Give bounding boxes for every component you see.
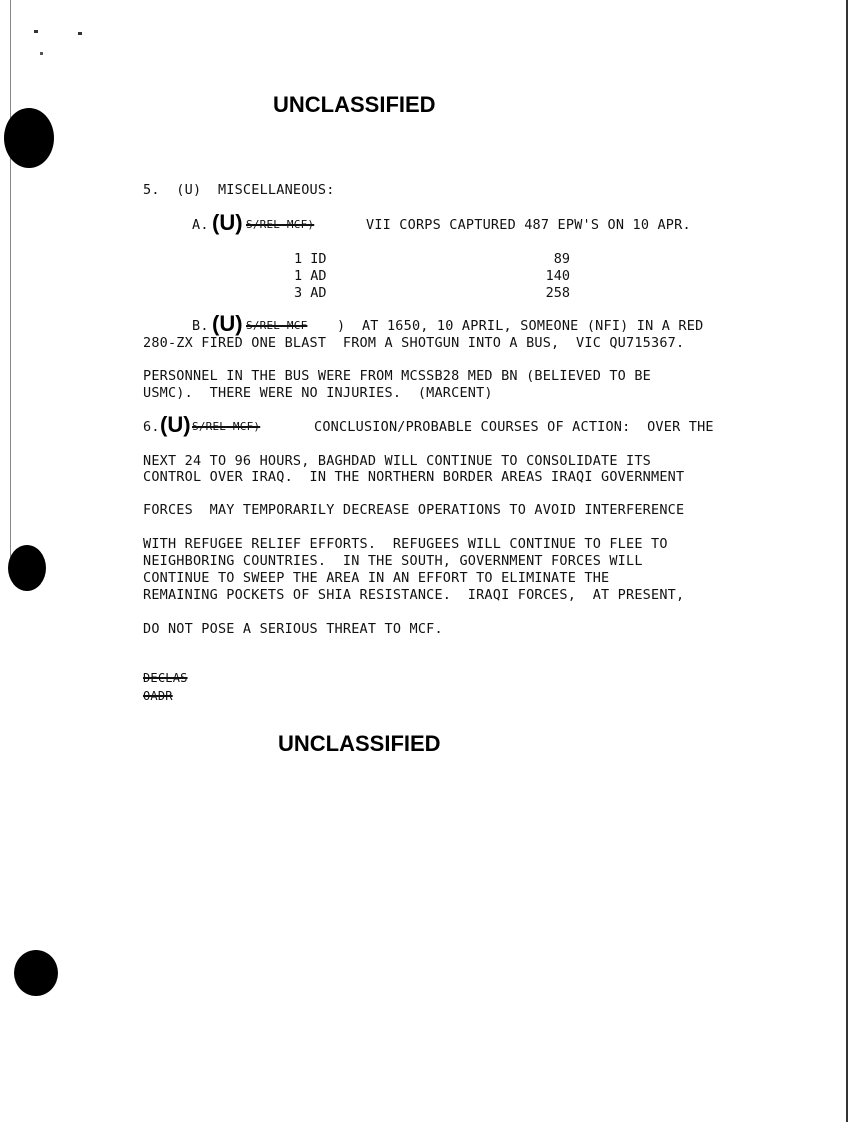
- section-6-prefix: 6.: [143, 419, 160, 435]
- right-page-edge: [846, 0, 848, 1122]
- table-row-count: [530, 285, 570, 301]
- table-row-count: [530, 268, 570, 284]
- section-6-line-8: REMAINING POCKETS OF SHIA RESISTANCE. IRAQI FORCES, AT PRESENT,: [143, 587, 685, 603]
- section-6-struck-marking: S/REL MCF): [192, 420, 261, 433]
- scan-speck: [40, 52, 43, 55]
- para-a-prefix: A.: [192, 217, 209, 233]
- para-a-text: VII CORPS CAPTURED 487 EPW'S ON 10 APR.: [366, 217, 691, 233]
- scan-speck: [34, 30, 38, 33]
- para-b-line-1: ) AT 1650, 10 APRIL, SOMEONE (NFI) IN A RED: [337, 318, 704, 334]
- scan-speck: [78, 32, 82, 35]
- punch-hole-top: [4, 108, 54, 168]
- punch-hole-middle: [8, 545, 46, 591]
- section-6-line-9: DO NOT POSE A SERIOUS THREAT TO MCF.: [143, 621, 443, 637]
- para-b-line-2: 280-ZX FIRED ONE BLAST FROM A SHOTGUN INTO A BUS, VIC QU715367.: [143, 335, 685, 351]
- section-6-line-5: WITH REFUGEE RELIEF EFFORTS. REFUGEES WILL CONTINUE TO FLEE TO: [143, 536, 668, 552]
- left-page-edge: [10, 0, 11, 560]
- classification-banner-top: UNCLASSIFIED: [273, 92, 436, 117]
- table-row: [294, 251, 327, 267]
- table-count: 140: [545, 268, 570, 284]
- section-6-line-1: CONCLUSION/PROBABLE COURSES OF ACTION: OVER THE: [314, 419, 714, 435]
- table-count: 89: [553, 251, 570, 267]
- table-count: 258: [545, 285, 570, 301]
- table-row: [294, 285, 327, 301]
- para-a-struck-marking: S/REL MCF): [246, 218, 315, 231]
- table-row-count: [540, 251, 570, 267]
- para-b-prefix: B.: [192, 318, 209, 334]
- classification-banner-bottom: UNCLASSIFIED: [278, 731, 441, 756]
- para-a-classification-mark: (U): [212, 210, 243, 235]
- section-6-line-2: NEXT 24 TO 96 HOURS, BAGHDAD WILL CONTINUE TO CONSOLIDATE ITS: [143, 453, 651, 469]
- oadr-marking: OADR: [143, 689, 173, 703]
- para-b-struck-marking: S/REL MCF: [246, 319, 308, 332]
- section-6-line-3: CONTROL OVER IRAQ. IN THE NORTHERN BORDER AREAS IRAQI GOVERNMENT: [143, 469, 685, 485]
- para-b-line-3: PERSONNEL IN THE BUS WERE FROM MCSSB28 MED BN (BELIEVED TO BE: [143, 368, 651, 384]
- section-6-line-7: CONTINUE TO SWEEP THE AREA IN AN EFFORT TO ELIMINATE THE: [143, 570, 610, 586]
- table-unit: 3 AD: [294, 285, 327, 301]
- para-b-classification-mark: (U): [212, 311, 243, 336]
- section-6-line-4: FORCES MAY TEMPORARILY DECREASE OPERATIONS TO AVOID INTERFERENCE: [143, 502, 685, 518]
- section-6-line-6: NEIGHBORING COUNTRIES. IN THE SOUTH, GOVERNMENT FORCES WILL: [143, 553, 643, 569]
- table-unit: 1 AD: [294, 268, 327, 284]
- table-unit: 1 ID: [294, 251, 327, 267]
- punch-hole-bottom: [14, 950, 58, 996]
- para-b-line-4: USMC). THERE WERE NO INJURIES. (MARCENT): [143, 385, 493, 401]
- section-6-classification-mark: (U): [160, 412, 191, 437]
- section-5-heading: 5. (U) MISCELLANEOUS:: [143, 182, 335, 198]
- declas-marking: DECLAS: [143, 671, 188, 685]
- table-row: [294, 268, 327, 284]
